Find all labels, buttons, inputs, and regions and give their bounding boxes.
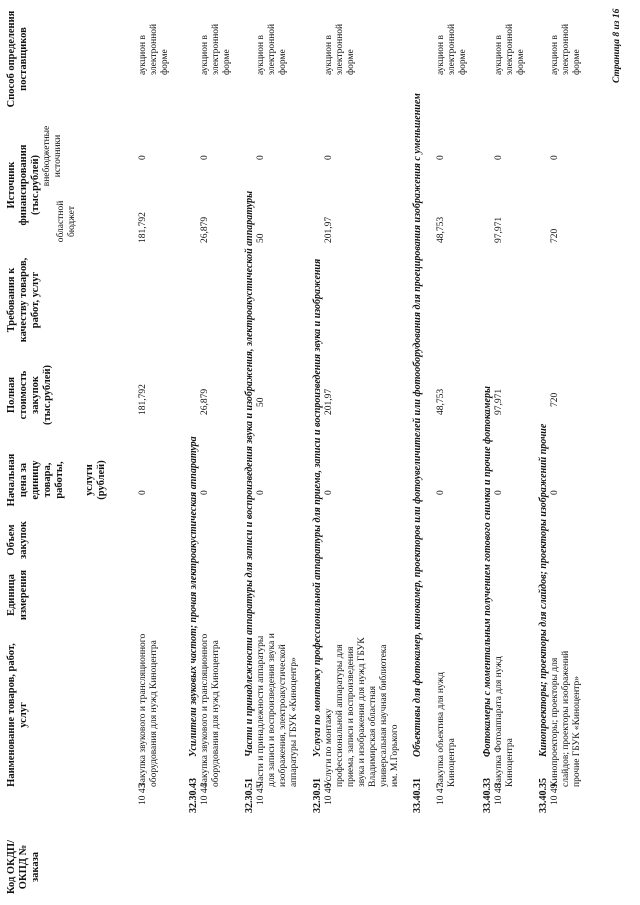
section-code: 33.40.31 <box>412 778 423 813</box>
row-total: 181,792 <box>138 384 148 415</box>
row-name: Закупка звукового и трансляционного оборудования для нужд Киноцентра <box>138 633 159 787</box>
row-num: 10 49 <box>550 783 560 805</box>
section-title: Фотокамеры с моментальным получением готового снимка и прочие фотокамеры <box>482 386 493 757</box>
header-volume: Объем закупок <box>6 521 29 559</box>
row-total: 201,97 <box>324 388 334 415</box>
row-reg: 50 <box>256 233 266 243</box>
row-ext: 0 <box>324 155 334 160</box>
row-ext: 0 <box>138 155 148 160</box>
section-title: Части и принадлежности аппаратуры для записи и воспроизведения звука и изображения, электроакустической аппаратуры <box>244 190 255 757</box>
header-name: Наименование товаров, работ, услуг <box>6 643 29 787</box>
header-fin-ext: внебюджетные источники <box>42 125 63 187</box>
row-reg: 720 <box>550 228 560 243</box>
row-name: Части и принадлежности аппаратуры для записи и воспроизведения звука и изображения, электроакустической аппаратуры ГБУК «Киноцентр» <box>256 633 299 787</box>
section-title: Кинопроекторы; проекторы для слайдов; проекторы изображений прочие <box>538 423 549 757</box>
section-code: 32.30.91 <box>312 778 323 813</box>
header-req: Требования к качеству товаров, работ, услуг <box>6 257 41 343</box>
header-unit: Единица измерения <box>6 569 29 621</box>
section-code: 33.40.35 <box>538 778 549 813</box>
section-code: 33.40.33 <box>482 778 493 813</box>
row-ext: 0 <box>256 155 266 160</box>
row-price: 0 <box>200 490 210 495</box>
row-num: 10 48 <box>494 783 504 805</box>
row-method: аукцион в электронной форме <box>138 23 170 75</box>
header-code: Код ОКДП/ ОКПД № заказа <box>6 839 41 895</box>
row-reg: 26,879 <box>200 216 210 243</box>
row-price: 0 <box>138 490 148 495</box>
row-ext: 0 <box>550 155 560 160</box>
row-name: Закупка звукового и трансляционного оборудования для нужд Киноцентра <box>200 633 221 787</box>
row-method: аукцион в электронной форме <box>324 23 356 75</box>
row-reg: 97,971 <box>494 216 504 243</box>
row-num: 10 47 <box>436 783 446 805</box>
row-name: Кинопроекторы; проекторы для слайдов; проекторы изображений прочие ГБУК «Киноцентр» <box>550 650 582 787</box>
section-title: Услуги по монтажу профессиональной аппаратуры для приема, записи и воспроизведения звука и изображения <box>312 258 323 757</box>
row-method: аукцион в электронной форме <box>550 23 582 75</box>
row-price: 0 <box>494 490 504 495</box>
row-reg: 201,97 <box>324 216 334 243</box>
row-name: Закупка объектива для нужд Киноцентра <box>436 672 457 787</box>
row-total: 97,971 <box>494 388 504 415</box>
row-name: Закупка Фотоаппарата для нужд Киноцентра <box>494 656 515 787</box>
header-fin-reg: областной бюджет <box>56 200 77 243</box>
row-ext: 0 <box>200 155 210 160</box>
row-total: 48,753 <box>436 388 446 415</box>
row-num: 10 45 <box>256 783 266 805</box>
header-price: Начальная цена за единицу товара, работы, <box>6 453 65 507</box>
row-reg: 181,792 <box>138 212 148 243</box>
row-total: 720 <box>550 392 560 407</box>
row-price: 0 <box>550 490 560 495</box>
header-price-sub: услуги (рублей) <box>84 460 107 500</box>
row-ext: 0 <box>436 155 446 160</box>
row-method: аукцион в электронной форме <box>494 23 526 75</box>
row-price: 0 <box>324 490 334 495</box>
page-number: Страница 8 из 16 <box>612 8 622 83</box>
section-title: Объективы для фотокамер, кинокамер, проекторов или фотоувеличителей или фотооборудования для проецирования изображения с уменьшением <box>412 93 423 757</box>
row-price: 0 <box>256 490 266 495</box>
row-total: 50 <box>256 397 266 407</box>
header-method: Способ определения поставщиков <box>6 10 29 108</box>
section-code: 32.30.51 <box>244 778 255 813</box>
row-method: аукцион в электронной форме <box>436 23 468 75</box>
row-method: аукцион в электронной форме <box>200 23 232 75</box>
header-total: Полная стоимость закупок (тыс.рублей) <box>6 364 53 426</box>
row-ext: 0 <box>494 155 504 160</box>
row-method: аукцион в электронной форме <box>256 23 288 75</box>
row-num: 10 43 <box>138 783 148 805</box>
row-name: Услуги по монтажу профессиональной аппаратуры для приема, записи и воспроизведения звука и изображения для нужд ГБУК Владимирская областная универсальная научная библиотека им. М.Горького <box>324 637 400 787</box>
row-reg: 48,753 <box>436 216 446 243</box>
row-num: 10 46 <box>324 783 334 805</box>
section-code: 32.30.43 <box>188 778 199 813</box>
row-price: 0 <box>436 490 446 495</box>
section-title: Усилители звуковых частот; прочая электроакустическая аппаратура <box>188 436 199 757</box>
row-total: 26,879 <box>200 388 210 415</box>
row-num: 10 44 <box>200 783 210 805</box>
header-fin: Источник финансирования (тыс.рублей) <box>6 144 41 226</box>
